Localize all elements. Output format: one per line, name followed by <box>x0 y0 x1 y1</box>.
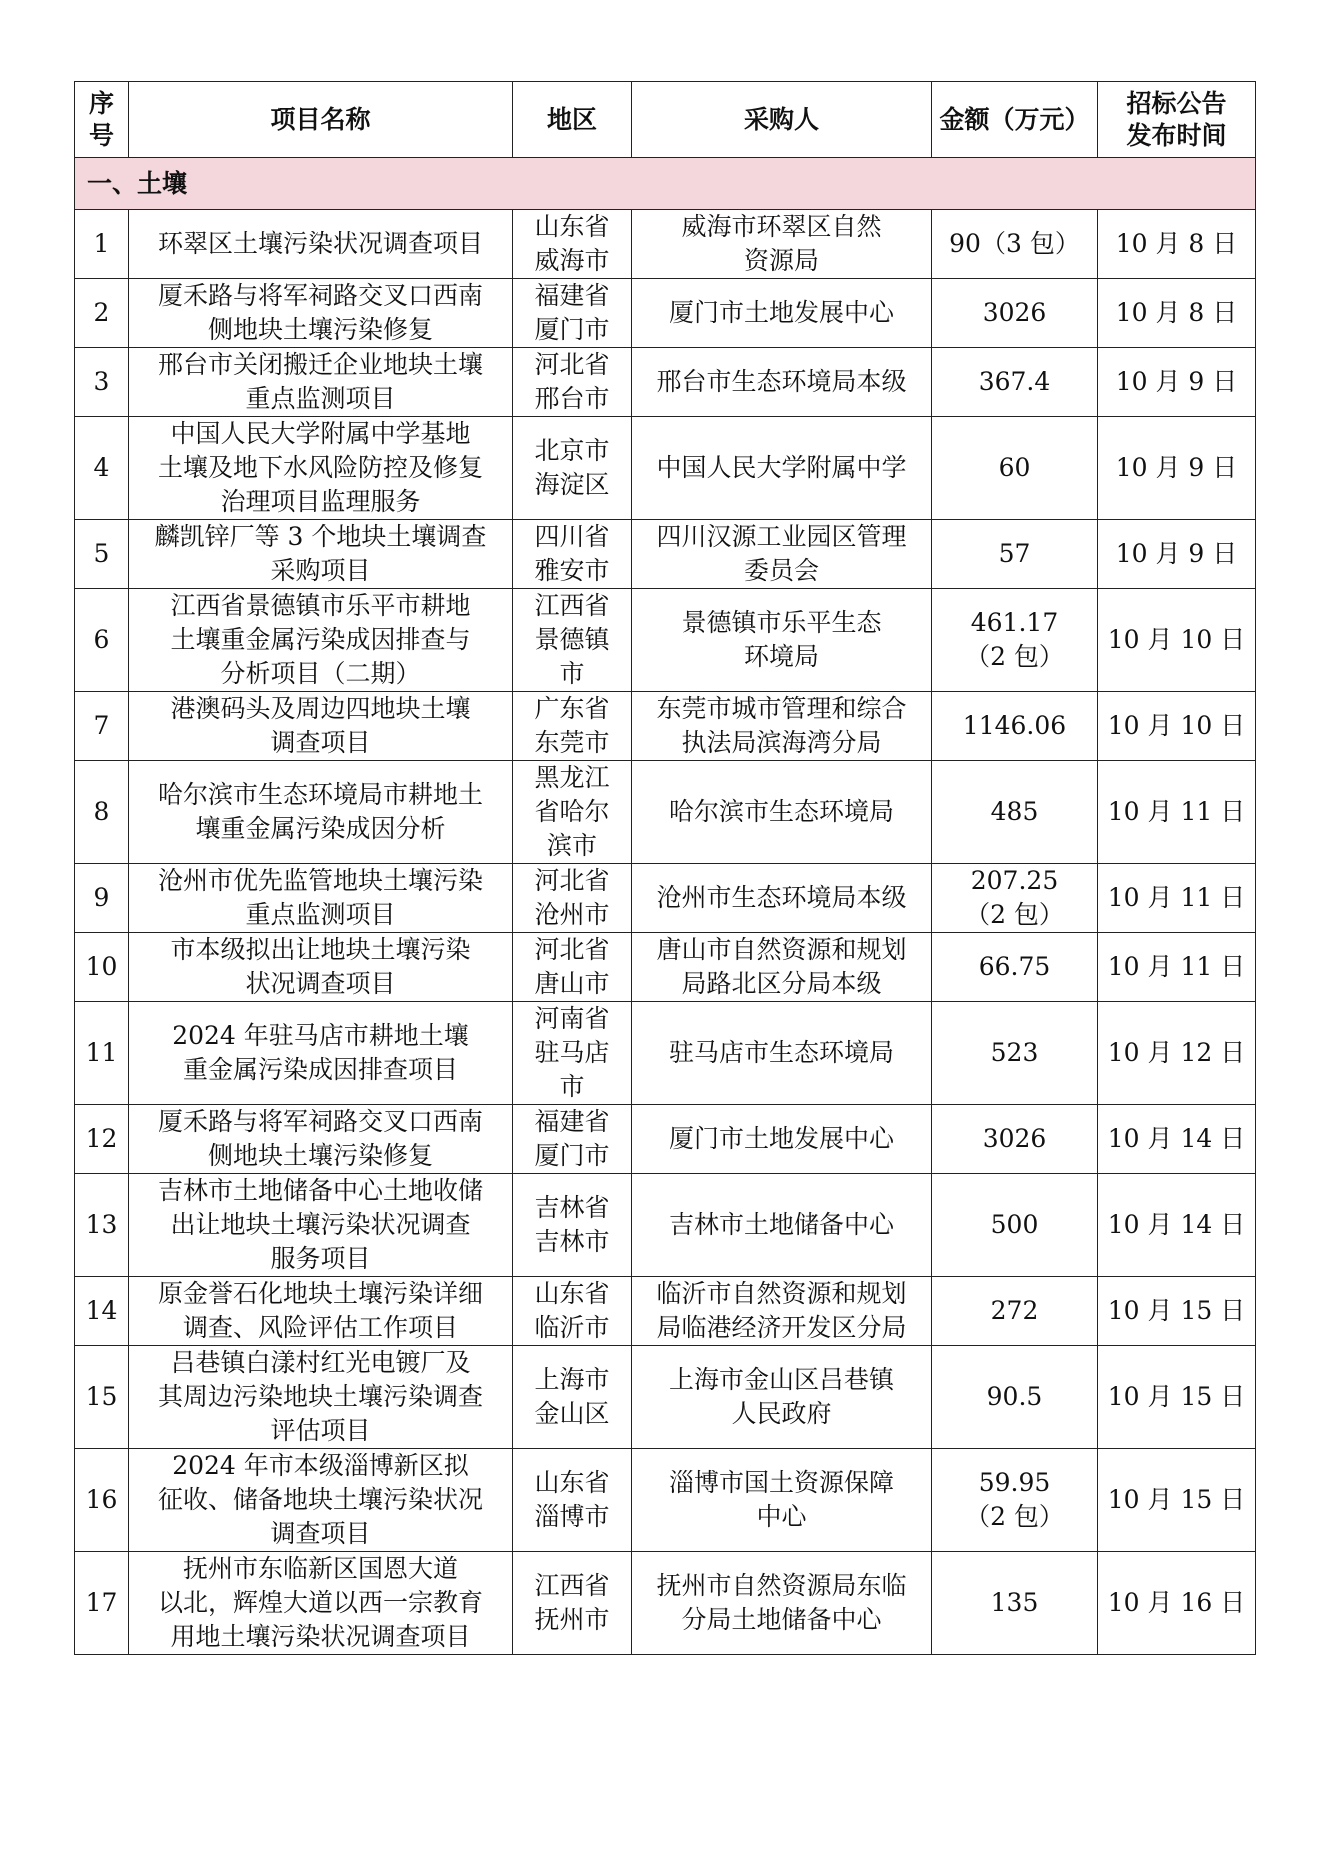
cell-index: 9 <box>75 864 129 933</box>
table-row <box>75 589 1256 692</box>
cell-date: 10 月 15 日 <box>1098 1449 1256 1552</box>
cell-index: 15 <box>75 1346 129 1449</box>
table-row <box>75 1449 1256 1552</box>
cell-project-name: 原金誉石化地块土壤污染详细 调查、风险评估工作项目 <box>129 1277 513 1346</box>
table-row <box>75 1105 1256 1174</box>
cell-index: 6 <box>75 589 129 692</box>
cell-amount: 135 <box>932 1552 1098 1655</box>
cell-amount: 1146.06 <box>932 692 1098 761</box>
cell-region: 北京市 海淀区 <box>513 417 632 520</box>
cell-region: 江西省 抚州市 <box>513 1552 632 1655</box>
cell-region: 福建省 厦门市 <box>513 279 632 348</box>
cell-index: 10 <box>75 933 129 1002</box>
cell-buyer: 唐山市自然资源和规划 局路北区分局本级 <box>632 933 932 1002</box>
cell-amount: 485 <box>932 761 1098 864</box>
cell-region: 河北省 沧州市 <box>513 864 632 933</box>
cell-index: 5 <box>75 520 129 589</box>
cell-buyer: 四川汉源工业园区管理 委员会 <box>632 520 932 589</box>
cell-buyer: 临沂市自然资源和规划 局临港经济开发区分局 <box>632 1277 932 1346</box>
cell-amount: 500 <box>932 1174 1098 1277</box>
cell-region: 福建省 厦门市 <box>513 1105 632 1174</box>
cell-buyer: 厦门市土地发展中心 <box>632 1105 932 1174</box>
cell-project-name: 哈尔滨市生态环境局市耕地土 壤重金属污染成因分析 <box>129 761 513 864</box>
cell-index: 12 <box>75 1105 129 1174</box>
cell-buyer: 驻马店市生态环境局 <box>632 1002 932 1105</box>
cell-date: 10 月 11 日 <box>1098 864 1256 933</box>
cell-index: 16 <box>75 1449 129 1552</box>
cell-amount: 57 <box>932 520 1098 589</box>
cell-region: 河北省 邢台市 <box>513 348 632 417</box>
cell-date: 10 月 9 日 <box>1098 348 1256 417</box>
cell-amount: 272 <box>932 1277 1098 1346</box>
cell-date: 10 月 8 日 <box>1098 279 1256 348</box>
cell-buyer: 淄博市国土资源保障 中心 <box>632 1449 932 1552</box>
cell-region: 河南省 驻马店 市 <box>513 1002 632 1105</box>
cell-index: 14 <box>75 1277 129 1346</box>
cell-region: 山东省 威海市 <box>513 210 632 279</box>
cell-buyer: 厦门市土地发展中心 <box>632 279 932 348</box>
cell-date: 10 月 14 日 <box>1098 1105 1256 1174</box>
cell-buyer: 东莞市城市管理和综合 执法局滨海湾分局 <box>632 692 932 761</box>
cell-region: 广东省 东莞市 <box>513 692 632 761</box>
cell-date: 10 月 16 日 <box>1098 1552 1256 1655</box>
table-row <box>75 1002 1256 1105</box>
cell-project-name: 抚州市东临新区国恩大道 以北，辉煌大道以西一宗教育 用地土壤污染状况调查项目 <box>129 1552 513 1655</box>
header-amount: 金额（万元） <box>932 82 1098 158</box>
cell-amount: 60 <box>932 417 1098 520</box>
cell-region: 吉林省 吉林市 <box>513 1174 632 1277</box>
cell-project-name: 2024 年驻马店市耕地土壤 重金属污染成因排查项目 <box>129 1002 513 1105</box>
cell-date: 10 月 11 日 <box>1098 933 1256 1002</box>
cell-amount: 66.75 <box>932 933 1098 1002</box>
cell-date: 10 月 14 日 <box>1098 1174 1256 1277</box>
header-buyer: 采购人 <box>632 82 932 158</box>
cell-amount: 3026 <box>932 279 1098 348</box>
section-row <box>75 158 1256 210</box>
cell-index: 7 <box>75 692 129 761</box>
header-index: 序 号 <box>75 82 129 158</box>
cell-project-name: 环翠区土壤污染状况调查项目 <box>129 210 513 279</box>
cell-amount: 90（3 包） <box>932 210 1098 279</box>
cell-project-name: 吉林市土地储备中心土地收储 出让地块土壤污染状况调查 服务项目 <box>129 1174 513 1277</box>
cell-region: 江西省 景德镇 市 <box>513 589 632 692</box>
cell-amount: 461.17 （2 包） <box>932 589 1098 692</box>
table-row <box>75 864 1256 933</box>
table-row <box>75 692 1256 761</box>
cell-project-name: 中国人民大学附属中学基地 土壤及地下水风险防控及修复 治理项目监理服务 <box>129 417 513 520</box>
cell-project-name: 沧州市优先监管地块土壤污染 重点监测项目 <box>129 864 513 933</box>
cell-region: 黑龙江 省哈尔 滨市 <box>513 761 632 864</box>
cell-index: 1 <box>75 210 129 279</box>
cell-date: 10 月 8 日 <box>1098 210 1256 279</box>
cell-project-name: 厦禾路与将军祠路交叉口西南 侧地块土壤污染修复 <box>129 279 513 348</box>
table-row <box>75 417 1256 520</box>
cell-region: 上海市 金山区 <box>513 1346 632 1449</box>
table-row <box>75 1552 1256 1655</box>
cell-project-name: 市本级拟出让地块土壤污染 状况调查项目 <box>129 933 513 1002</box>
cell-project-name: 2024 年市本级淄博新区拟 征收、储备地块土壤污染状况 调查项目 <box>129 1449 513 1552</box>
cell-amount: 90.5 <box>932 1346 1098 1449</box>
cell-region: 四川省 雅安市 <box>513 520 632 589</box>
table-row <box>75 279 1256 348</box>
cell-index: 11 <box>75 1002 129 1105</box>
table-header-row <box>75 82 1256 158</box>
cell-date: 10 月 9 日 <box>1098 417 1256 520</box>
cell-date: 10 月 10 日 <box>1098 692 1256 761</box>
cell-project-name: 麟凯锌厂等 3 个地块土壤调查 采购项目 <box>129 520 513 589</box>
cell-date: 10 月 15 日 <box>1098 1277 1256 1346</box>
cell-buyer: 邢台市生态环境局本级 <box>632 348 932 417</box>
cell-buyer: 中国人民大学附属中学 <box>632 417 932 520</box>
cell-buyer: 威海市环翠区自然 资源局 <box>632 210 932 279</box>
cell-index: 4 <box>75 417 129 520</box>
cell-buyer: 沧州市生态环境局本级 <box>632 864 932 933</box>
header-region: 地区 <box>513 82 632 158</box>
cell-amount: 207.25 （2 包） <box>932 864 1098 933</box>
cell-buyer: 吉林市土地储备中心 <box>632 1174 932 1277</box>
cell-amount: 523 <box>932 1002 1098 1105</box>
table-row <box>75 520 1256 589</box>
table-row <box>75 761 1256 864</box>
cell-project-name: 吕巷镇白漾村红光电镀厂及 其周边污染地块土壤污染调查 评估项目 <box>129 1346 513 1449</box>
cell-region: 山东省 临沂市 <box>513 1277 632 1346</box>
cell-date: 10 月 9 日 <box>1098 520 1256 589</box>
cell-project-name: 江西省景德镇市乐平市耕地 土壤重金属污染成因排查与 分析项目（二期） <box>129 589 513 692</box>
section-title: 一、土壤 <box>75 158 1256 210</box>
cell-amount: 3026 <box>932 1105 1098 1174</box>
cell-date: 10 月 12 日 <box>1098 1002 1256 1105</box>
cell-index: 8 <box>75 761 129 864</box>
cell-amount: 59.95 （2 包） <box>932 1449 1098 1552</box>
cell-buyer: 抚州市自然资源局东临 分局土地储备中心 <box>632 1552 932 1655</box>
cell-index: 17 <box>75 1552 129 1655</box>
header-project-name: 项目名称 <box>129 82 513 158</box>
cell-date: 10 月 15 日 <box>1098 1346 1256 1449</box>
cell-project-name: 邢台市关闭搬迁企业地块土壤 重点监测项目 <box>129 348 513 417</box>
cell-project-name: 厦禾路与将军祠路交叉口西南 侧地块土壤污染修复 <box>129 1105 513 1174</box>
cell-region: 山东省 淄博市 <box>513 1449 632 1552</box>
cell-index: 2 <box>75 279 129 348</box>
table-row <box>75 348 1256 417</box>
cell-date: 10 月 10 日 <box>1098 589 1256 692</box>
table-row <box>75 210 1256 279</box>
cell-index: 3 <box>75 348 129 417</box>
table-row <box>75 1277 1256 1346</box>
cell-buyer: 哈尔滨市生态环境局 <box>632 761 932 864</box>
cell-project-name: 港澳码头及周边四地块土壤 调查项目 <box>129 692 513 761</box>
header-date: 招标公告 发布时间 <box>1098 82 1256 158</box>
table-row <box>75 1174 1256 1277</box>
table-row <box>75 1346 1256 1449</box>
cell-buyer: 景德镇市乐平生态 环境局 <box>632 589 932 692</box>
cell-amount: 367.4 <box>932 348 1098 417</box>
cell-buyer: 上海市金山区吕巷镇 人民政府 <box>632 1346 932 1449</box>
cell-index: 13 <box>75 1174 129 1277</box>
procurement-table <box>74 81 1256 1655</box>
cell-date: 10 月 11 日 <box>1098 761 1256 864</box>
cell-region: 河北省 唐山市 <box>513 933 632 1002</box>
table-row <box>75 933 1256 1002</box>
